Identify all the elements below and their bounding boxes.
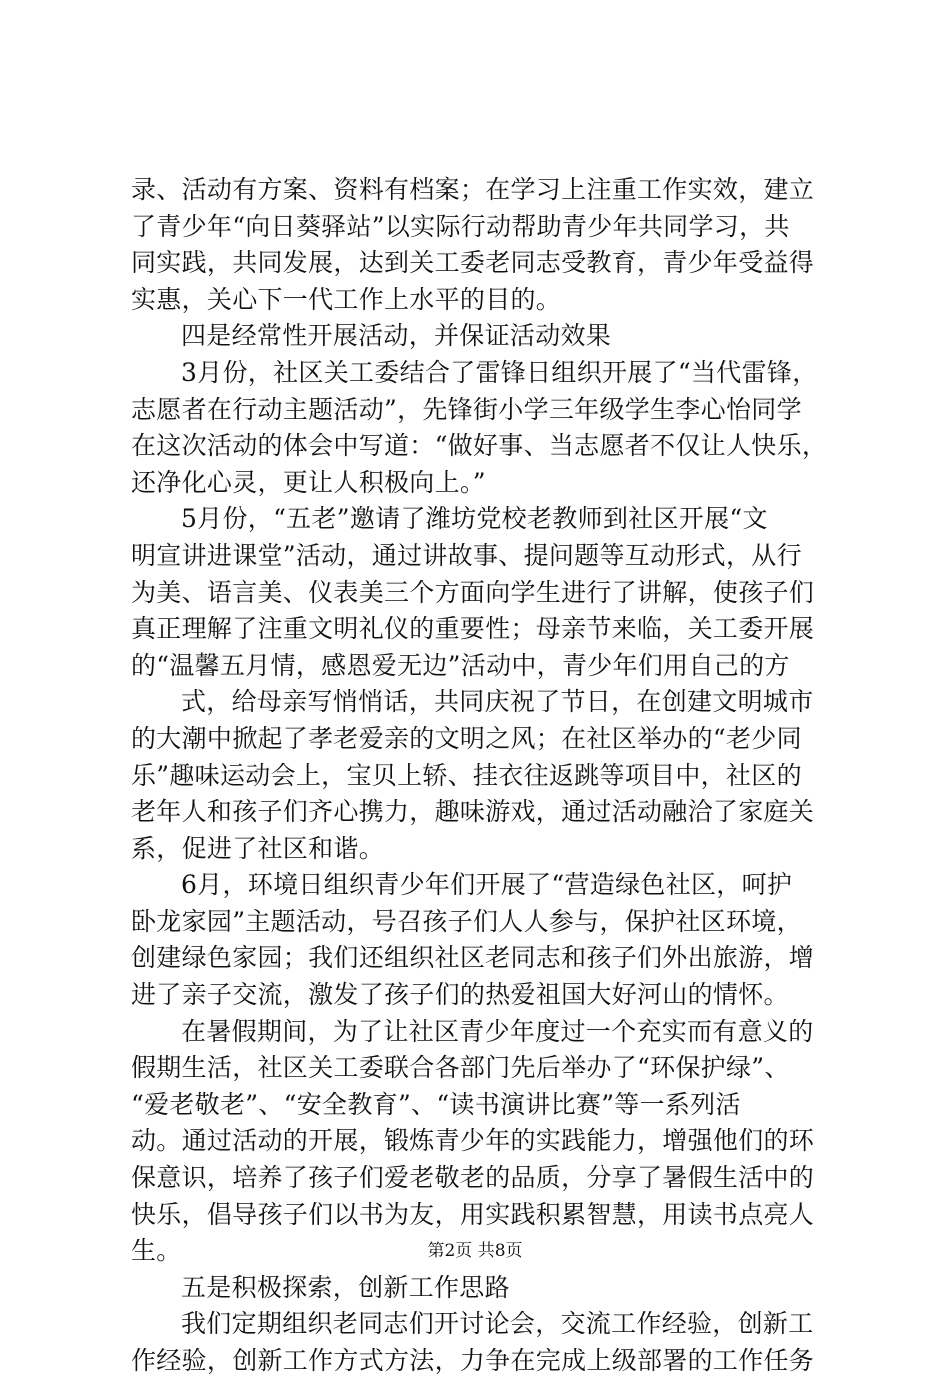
text-line: 在暑假期间，为了让社区青少年度过一个充实而有意义的	[181, 1016, 814, 1046]
text-line: 真正理解了注重文明礼仪的重要性；母亲节来临，关工委开展	[131, 614, 815, 644]
text-line: 志愿者在行动主题活动”，先锋街小学三年级学生李心怡同学	[131, 394, 802, 424]
text-line: 式，给母亲写悄悄话，共同庆祝了节日，在创建文明城市	[181, 687, 814, 717]
text-line: 创建绿色家园；我们还组织社区老同志和孩子们外出旅游，增	[131, 943, 815, 973]
text-line: 我们定期组织老同志们开讨论会，交流工作经验，创新工	[181, 1309, 814, 1339]
text-line: 乐”趣味运动会上，宝贝上轿、挂衣往返跳等项目中，社区的	[131, 760, 802, 790]
text-line: 快乐，倡导孩子们以书为友，用实践积累智慧，用读书点亮人	[131, 1199, 815, 1229]
text-line: 的大潮中掀起了孝老爱亲的文明之风；在社区举办的“老少同	[131, 723, 802, 753]
text-line: 动。通过活动的开展，锻炼青少年的实践能力，增强他们的环	[131, 1126, 815, 1156]
text-line: 假期生活，社区关工委联合各部门先后举办了“环保护绿”、	[131, 1053, 790, 1083]
section-heading-five: 五是积极探索，创新工作思路	[181, 1272, 510, 1302]
text-line: 作经验，创新工作方式方法，力争在完成上级部署的工作任务	[131, 1346, 815, 1375]
text-line: 卧龙家园”主题活动，号召孩子们人人参与，保护社区环境，	[131, 906, 802, 936]
text-line: 6月，环境日组织青少年们开展了“营造绿色社区，呵护	[181, 870, 793, 900]
text-line: 的“温馨五月情，感恩爱无边”活动中，青少年们用自己的方	[131, 650, 790, 680]
text-line: 生。	[131, 1236, 182, 1266]
text-line: 老年人和孩子们齐心携力，趣味游戏，通过活动融洽了家庭关	[131, 797, 815, 827]
text-line: 3月份，社区关工委结合了雷锋日组织开展了“当代雷锋，	[181, 357, 818, 387]
text-line: 进了亲子交流，激发了孩子们的热爱祖国大好河山的情怀。	[131, 980, 789, 1010]
text-line: 5月份，“五老”邀请了潍坊党校老教师到社区开展“文	[181, 504, 768, 534]
document-body	[131, 172, 831, 1380]
text-line: 同实践，共同发展，达到关工委老同志受教育，青少年受益得	[131, 248, 815, 278]
text-line: 明宣讲进课堂”活动，通过讲故事、提问题等互动形式，从行	[131, 540, 802, 570]
text-line: 系，促进了社区和谐。	[131, 833, 385, 863]
text-line: 保意识，培养了孩子们爱老敬老的品质，分享了暑假生活中的	[131, 1163, 815, 1193]
text-line: 在这次活动的体会中写道：“做好事、当志愿者不仅让人快乐，	[131, 431, 828, 461]
section-heading-four: 四是经常性开展活动，并保证活动效果	[181, 321, 612, 351]
text-line: 录、活动有方案、资料有档案；在学习上注重工作实效，建立	[131, 175, 815, 204]
text-line: 还净化心灵，更让人积极向上。”	[131, 467, 486, 497]
text-line: 为美、语言美、仪表美三个方面向学生进行了讲解，使孩子们	[131, 577, 815, 607]
page-number-footer: 第2页 共8页	[427, 1241, 523, 1261]
text-line: “爱老敬老”、“安全教育”、“读书演讲比赛”等一系列活	[131, 1089, 741, 1119]
text-line: 了青少年“向日葵驿站”以实际行动帮助青少年共同学习，共	[131, 211, 790, 241]
text-line: 实惠，关心下一代工作上水平的目的。	[131, 284, 562, 314]
